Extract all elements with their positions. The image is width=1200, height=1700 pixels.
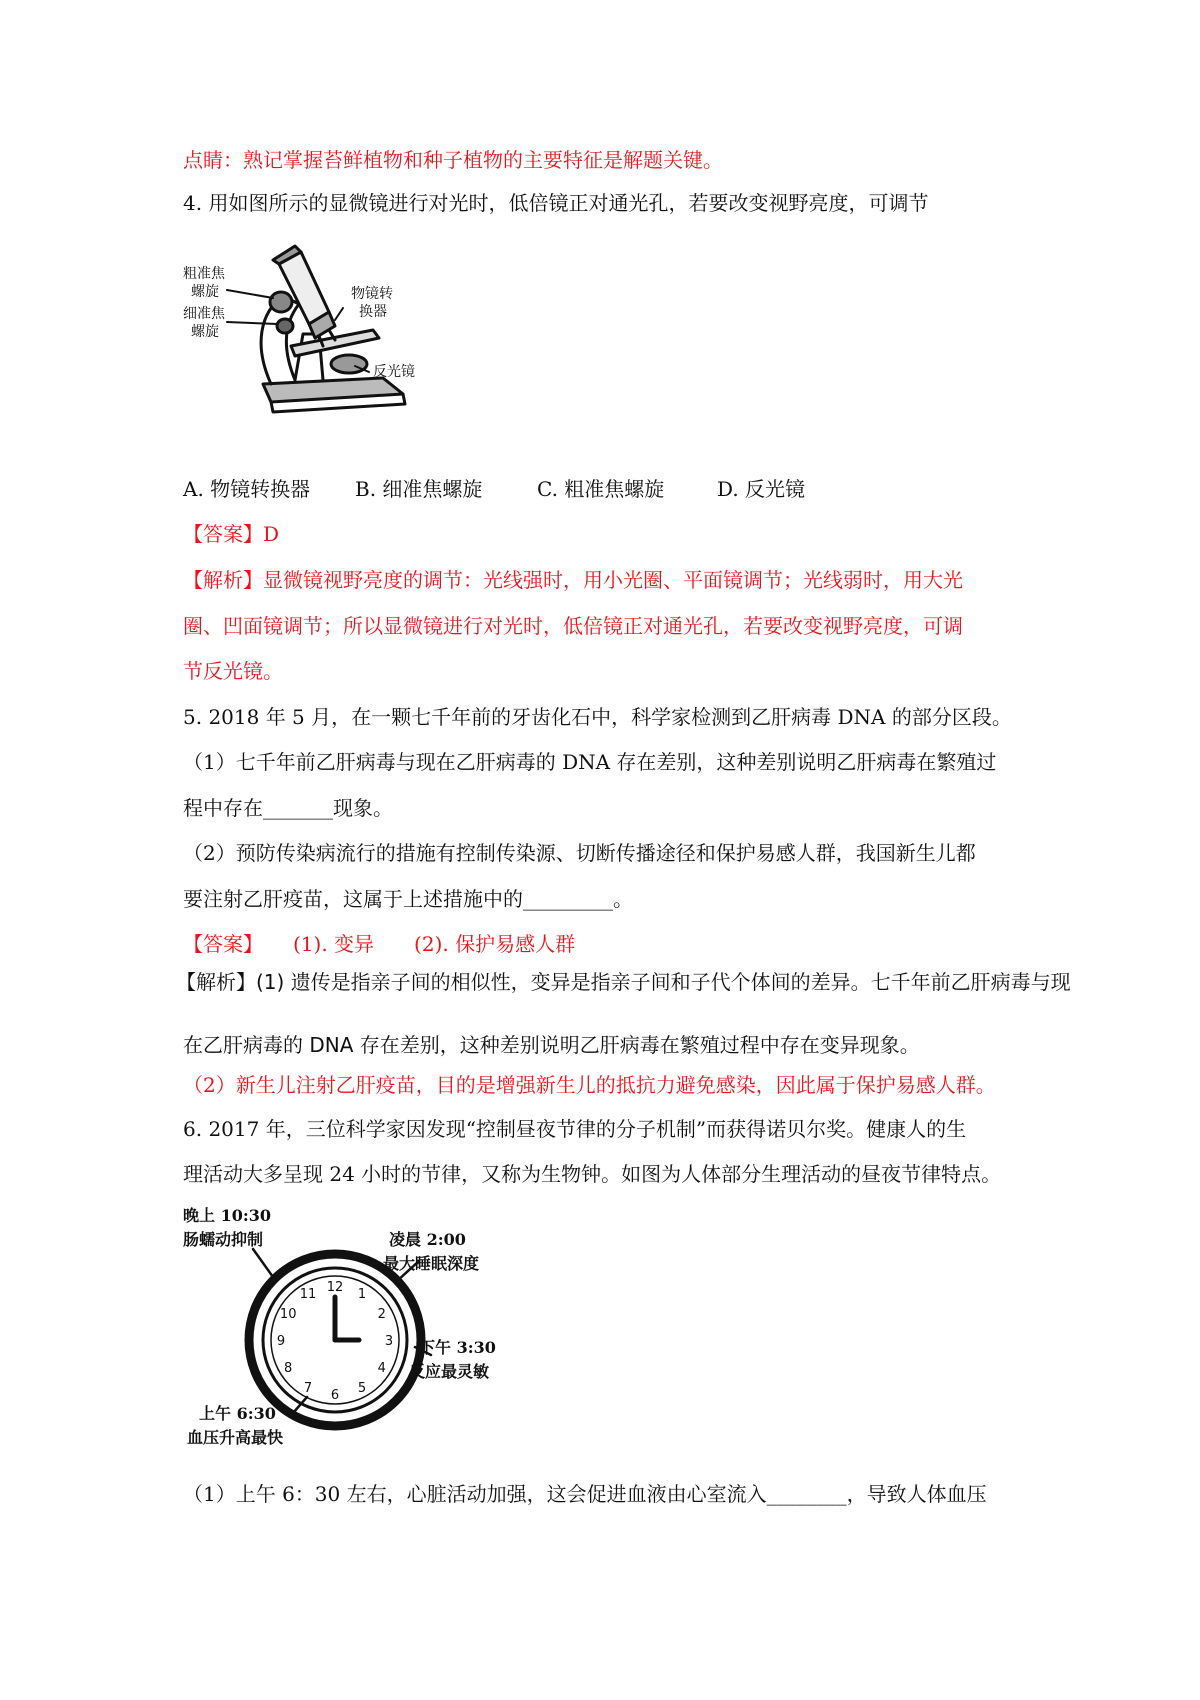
- label-pm-text: 反应最灵敏: [409, 1362, 490, 1381]
- option-c: C. 粗准焦螺旋: [537, 477, 665, 501]
- q5-p1-line-2: 程中存在_______现象。: [183, 796, 393, 820]
- clock-number: 9: [276, 1334, 286, 1349]
- clock-figure: [183, 1205, 523, 1465]
- label-am-text: 血压升高最快: [187, 1428, 284, 1447]
- clock-number: 12: [326, 1280, 344, 1295]
- q4-analysis-line-2: 圈、凹面镜调节；所以显微镜进行对光时，低倍镜正对通光孔，若要改变视野亮度，可调: [183, 614, 963, 638]
- q4-analysis-line-3: 节反光镜。: [183, 659, 283, 683]
- label-mirror: 反光镜: [373, 364, 415, 380]
- option-d: D. 反光镜: [717, 477, 806, 501]
- clock-number: 3: [384, 1334, 394, 1349]
- q5-stem: 5. 2018 年 5 月，在一颗七千年前的牙齿化石中，科学家检测到乙肝病毒 DNA 的部分区段。: [183, 705, 1012, 729]
- tip-line: 点睛：熟记掌握苔鲜植物和种子植物的主要特征是解题关键。: [183, 148, 723, 172]
- q6-stem-line-2: 理活动大多呈现 24 小时的节律，又称为生物钟。如图为人体部分生理活动的昼夜节律特点。: [183, 1162, 1002, 1186]
- q4-answer: 【答案】D: [183, 522, 280, 546]
- q5-p2-line-1: （2）预防传染病流行的措施有控制传染源、切断传播途径和保护易感人群，我国新生儿都: [183, 841, 976, 865]
- q4-stem: 4. 用如图所示的显微镜进行对光时，低倍镜正对通光孔，若要改变视野亮度，可调节: [183, 191, 929, 215]
- q4-analysis-line-1: 【解析】显微镜视野亮度的调节：光线强时，用小光圈、平面镜调节；光线弱时，用大光: [183, 568, 963, 592]
- q5-analysis-line-2: 在乙肝病毒的 DNA 存在差别，这种差别说明乙肝病毒在繁殖过程中存在变异现象。: [183, 1033, 920, 1057]
- q6-stem-line-1: 6. 2017 年，三位科学家因发现“控制昼夜节律的分子机制”而获得诺贝尔奖。健康人的生: [183, 1117, 967, 1141]
- q5-analysis-label: 【解析】: [176, 970, 256, 994]
- clock-number: 4: [377, 1361, 386, 1376]
- label-pm-time: 下午 3:30: [419, 1338, 496, 1357]
- label-night-text: 肠蠕动抑制: [183, 1230, 264, 1249]
- q5-answer: 【答案】 (1). 变异 (2). 保护易感人群: [183, 932, 576, 956]
- q5-p2-line-2: 要注射乙肝疫苗，这属于上述措施中的_________。: [183, 887, 633, 911]
- label-turret-2: 换器: [359, 304, 387, 320]
- clock-number: 10: [279, 1307, 297, 1322]
- label-night-time: 晚上 10:30: [183, 1206, 272, 1225]
- q4-options: [183, 475, 805, 503]
- q5-analysis-line-3: （2）新生儿注射乙肝疫苗，目的是增强新生儿的抵抗力避免感染，因此属于保护易感人群。: [183, 1073, 996, 1097]
- clock-number: 6: [330, 1388, 340, 1403]
- microscope-figure: [183, 234, 443, 434]
- clock-number: 7: [303, 1380, 313, 1396]
- clock-number: 2: [377, 1307, 386, 1322]
- label-fine-1: 细准焦: [183, 306, 225, 322]
- label-turret-1: 物镜转: [351, 286, 393, 302]
- q6-p1: （1）上午 6：30 左右，心脏活动加强，这会促进血液由心室流入________，导致人体血压: [183, 1482, 987, 1506]
- q5-p1-line-1: （1）七千年前乙肝病毒与现在乙肝病毒的 DNA 存在差别，这种差别说明乙肝病毒在繁殖过: [183, 750, 997, 774]
- option-b: B. 细准焦螺旋: [355, 477, 483, 501]
- clock-number: 11: [299, 1287, 317, 1303]
- option-a: A. 物镜转换器: [183, 477, 311, 501]
- clock-number: 8: [284, 1361, 293, 1376]
- label-coarse-2: 螺旋: [191, 284, 219, 300]
- clock-number: 1: [357, 1287, 367, 1303]
- label-am-time: 上午 6:30: [199, 1404, 276, 1423]
- label-dawn-text: 最大睡眠深度: [383, 1254, 480, 1273]
- label-dawn-time: 凌晨 2:00: [389, 1230, 466, 1249]
- q5-analysis-text-1: (1) 遗传是指亲子间的相似性，变异是指亲子间和子代个体间的差异。七千年前乙肝病毒与现: [256, 970, 1071, 994]
- q5-analysis-line-1: [176, 967, 1071, 997]
- clock-number: 5: [357, 1380, 367, 1396]
- label-fine-2: 螺旋: [191, 324, 219, 340]
- label-coarse-1: 粗准焦: [183, 266, 225, 282]
